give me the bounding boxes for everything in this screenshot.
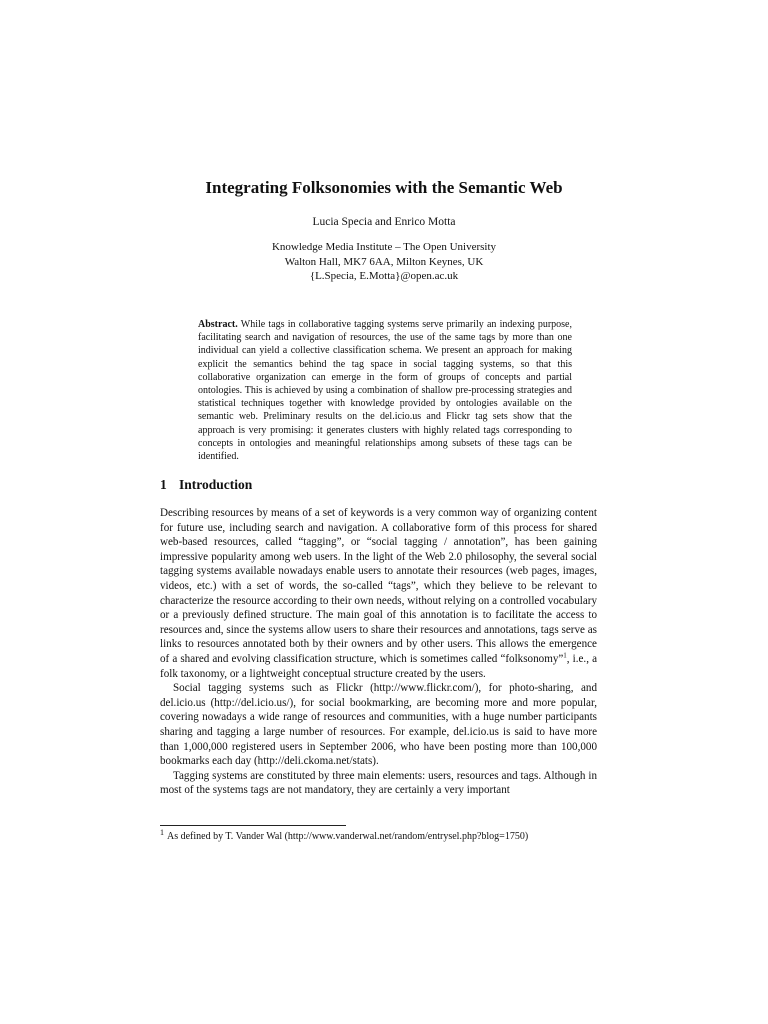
footnote-reference: 1 xyxy=(563,651,567,660)
footnote-text: As defined by T. Vander Wal (http://www.vanderwal.net/random/entrysel.php?blog=1750) xyxy=(167,831,529,842)
abstract-block xyxy=(198,318,572,463)
abstract-text: While tags in collaborative tagging systems serve primarily an indexing purpose, facilitating search and navigation of resources, the use of the same tags by more than one individual can yield a collective classification schema. We present an approach for making explicit the semantics behind the tag space in social tagging systems, so that this collaborative organization can emerge in the form of groups of concepts and partial ontologies. This is achieved by using a combination of shallow pre-processing strategies and statistical techniques together with knowledge provided by ontologies available on the semantic web. Preliminary results on the del.icio.us and Flickr tag sets show that the approach is very promising: it generates clusters with highly related tags corresponding to concepts in ontologies and meaningful relationships among subsets of these tags can be identified. xyxy=(198,319,572,463)
section-heading xyxy=(160,476,252,494)
paragraph-text: Describing resources by means of a set of keywords is a very common way of organizing content for future use, including search and navigation. A collaborative form of this process for shared web-based resources, called “tagging”, or “social tagging / annotation”, has been gaining impressive popularity among web users. In the light of the Web 2.0 philosophy, the several social tagging systems available nowadays enable users to annotate their resources (web pages, images, videos, etc.) with a set of words, the so-called “tags”, which they believe to be relevant to characterize the resource according to their own needs, without relying on a controlled vocabulary or a previously defined structure. The main goal of this annotation is to facilitate the access to resources and, since the systems allow users to share their resources and annotations, tags serve as links to resources annotated both by their owners and by other users. This allows the emergence of a shared and evolving classification structure, which is sometimes called “folksonomy” xyxy=(160,507,597,665)
abstract-label: Abstract. xyxy=(198,319,238,330)
paragraph: Social tagging systems such as Flickr (http://www.flickr.com/), for photo-sharing, and del.icio.us (http://del.icio.us/), for social bookmarking, are becoming more and more popular, covering nowadays a wide range of resources and communities, with a huge number participants sharing and tagging a large number of resources. For example, del.icio.us is said to have more than 1,000,000 registered users in September 2006, who have been posting more than 100,000 bookmarks each day (http://deli.ckoma.net/stats). xyxy=(160,682,597,768)
body-text xyxy=(160,506,597,798)
section-title: Introduction xyxy=(179,477,253,492)
footnote-marker: 1 xyxy=(160,827,164,837)
paper-authors: Lucia Specia and Enrico Motta xyxy=(312,216,456,228)
paragraph xyxy=(160,506,597,681)
section-number: 1 xyxy=(160,477,167,492)
footnote-divider xyxy=(160,825,346,826)
affiliation-email: {L.Specia, E.Motta}@open.ac.uk xyxy=(309,270,459,282)
affiliation-institute: Knowledge Media Institute – The Open University xyxy=(271,241,497,253)
author-affiliation xyxy=(0,240,768,284)
footnote xyxy=(160,827,620,843)
paper-title: Integrating Folksonomies with the Semantic Web xyxy=(205,178,563,197)
affiliation-address: Walton Hall, MK7 6AA, Milton Keynes, UK xyxy=(284,255,484,268)
paragraph-text: , i.e., a folk taxonomy, or a lightweight conceptual structure created by the users. xyxy=(160,652,597,680)
paragraph: Tagging systems are constituted by three main elements: users, resources and tags. Although in most of the systems tags are not mandatory, they are certainly a very important xyxy=(160,769,597,797)
